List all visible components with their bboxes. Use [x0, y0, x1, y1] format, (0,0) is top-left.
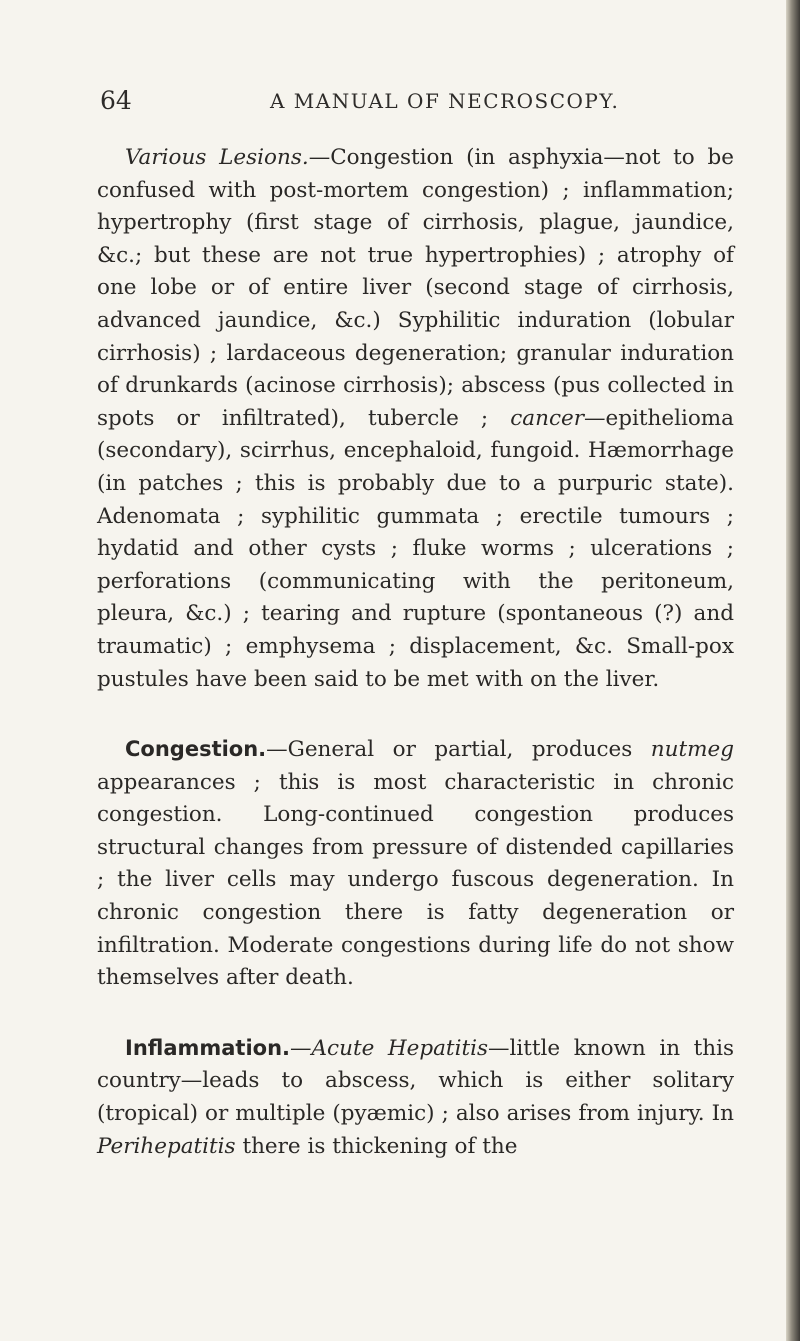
paragraph-text: —General or partial, produces [266, 737, 651, 763]
paragraph-text: appearances ; this is most characteristic in chronic congestion. Long-continued congestion produces structural changes from pressure of distended capillaries ; the liver cells may undergo fuscous degeneration. In chronic congestion there is fatty degeneration or infiltration. Moderate congestions during life do not show themselves after death. [97, 769, 734, 991]
paragraph-text: — [290, 1035, 312, 1061]
acute-hepatitis-term: Acute Hepatitis [311, 1035, 488, 1061]
cancer-term: cancer [510, 405, 585, 431]
page-number: 64 [100, 86, 132, 115]
paragraph-inflammation [97, 1032, 734, 1163]
paragraph-congestion [97, 733, 734, 995]
paragraph-text: —epithelioma (secondary), scirrhus, encephaloid, fungoid. Hæmorrhage (in patches ; this is probably due to a purpuric state). Adenomata ; syphilitic gummata ; erectile tumours ; hydatid and other cysts ; fluke worms ; ulcerations ; perforations (communicating with the peritoneum, pleura, &c.) ; tearing and rupture (spontaneous (?) and traumatic) ; emphysema ; displacement, &c. Small-pox pustules have been said to be met with on the liver. [97, 405, 734, 692]
body-text [97, 142, 734, 1163]
paragraph-text: there is thickening of the [235, 1133, 518, 1159]
congestion-heading: Congestion. [125, 737, 267, 762]
various-lesions-heading: Various Lesions. [125, 145, 309, 170]
paragraph-various-lesions [97, 142, 734, 696]
perihepatitis-term: Perihepatitis [97, 1133, 236, 1159]
inflammation-heading: Inflammation. [125, 1035, 291, 1060]
nutmeg-term: nutmeg [650, 737, 734, 763]
running-title: A MANUAL OF NECROSCOPY. [270, 89, 620, 113]
page-edge-shadow [786, 0, 800, 1341]
paragraph-text: —Congestion (in asphyxia—not to be confused with post-mortem congestion) ; inflammation; hypertrophy (first stage of cirrhosis, plague, jaundice, &c.; but these are not true hypertrophies) ; atrophy of one lobe or of entire liver (second stage of cirrhosis, advanced jaundice, &c.) Syphilitic induration (lobular cirrhosis) ; lardaceous degeneration; granular induration of drunkards (acinose cirrhosis); abscess (pus collected in spots or infiltrated), tubercle ; [97, 145, 734, 431]
running-header [100, 86, 740, 126]
paragraph-text: —little known in this country—leads to abscess, which is either solitary (tropical) or multiple (pyæmic) ; also arises from injury. In [97, 1035, 735, 1127]
